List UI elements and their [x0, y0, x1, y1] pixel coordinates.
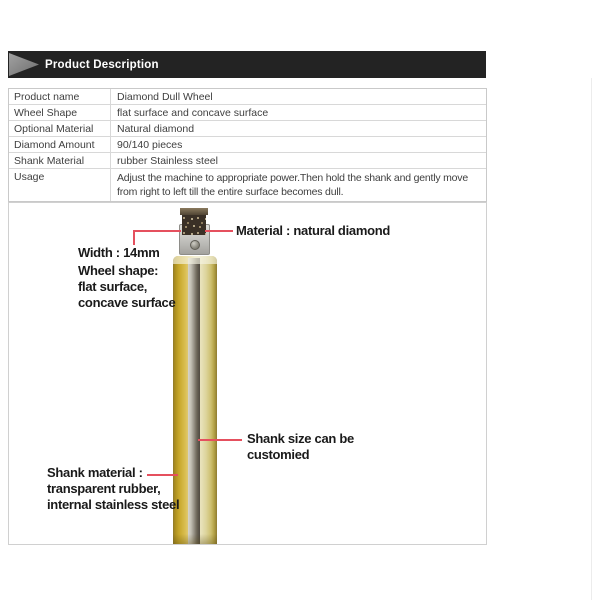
material-callout-line — [205, 230, 233, 232]
row-label: Wheel Shape — [9, 105, 111, 120]
row-label: Usage — [9, 169, 111, 201]
row-label: Shank Material — [9, 153, 111, 168]
tool-shank-top — [173, 256, 217, 264]
play-arrow-icon — [9, 53, 41, 76]
shank-material-line3: internal stainless steel — [47, 497, 180, 512]
wheel-top-face — [180, 208, 208, 215]
width-annotation — [78, 245, 160, 261]
tool-screw — [190, 240, 200, 250]
shank-material-line1: Shank material : — [47, 465, 143, 480]
row-label: Optional Material — [9, 121, 111, 136]
table-row — [9, 121, 486, 137]
row-value: 90/140 pieces — [117, 138, 183, 151]
shank-size-annotation — [247, 431, 354, 463]
row-value: rubber Stainless steel — [117, 154, 218, 167]
row-value: flat surface and concave surface — [117, 106, 269, 119]
row-value: Natural diamond — [117, 122, 195, 135]
product-figure — [8, 202, 487, 545]
wheel-shape-line2: flat surface, — [78, 279, 148, 294]
section-header-bar — [8, 51, 486, 78]
table-row — [9, 89, 486, 105]
row-label: Diamond Amount — [9, 137, 111, 152]
shank-material-annotation — [47, 465, 179, 513]
section-title: Product Description — [45, 58, 159, 71]
shank-material-line2: transparent rubber, — [47, 481, 161, 496]
width-annotation-text: Width : 14mm — [78, 245, 160, 260]
width-callout-line-h — [133, 230, 181, 232]
wheel-shape-annotation — [78, 263, 175, 311]
table-row — [9, 137, 486, 153]
tool-inner-rod — [188, 258, 200, 544]
table-row — [9, 169, 486, 201]
row-value: Adjust the machine to appropriate power.Then hold the shank and gently move from right to left till the entire surface becomes dull. — [117, 172, 468, 198]
wheel-shape-line1: Wheel shape: — [78, 263, 159, 278]
tool-diamond-wheel — [180, 208, 208, 235]
page-right-border — [591, 78, 592, 600]
tool-shank-bottom-shade — [173, 534, 217, 544]
material-annotation — [236, 223, 390, 239]
width-callout-line-v — [133, 230, 135, 245]
table-row — [9, 105, 486, 121]
row-label: Product name — [9, 89, 111, 104]
shank-size-callout-line — [198, 439, 242, 441]
wheel-shape-line3: concave surface — [78, 295, 176, 310]
material-annotation-text: Material : natural diamond — [236, 223, 391, 238]
row-value: Diamond Dull Wheel — [117, 90, 213, 103]
shank-size-line2: customied — [247, 447, 310, 462]
wheel-grit-body — [182, 215, 206, 235]
spec-table — [8, 88, 487, 202]
table-row — [9, 153, 486, 169]
shank-size-line1: Shank size can be — [247, 431, 354, 446]
